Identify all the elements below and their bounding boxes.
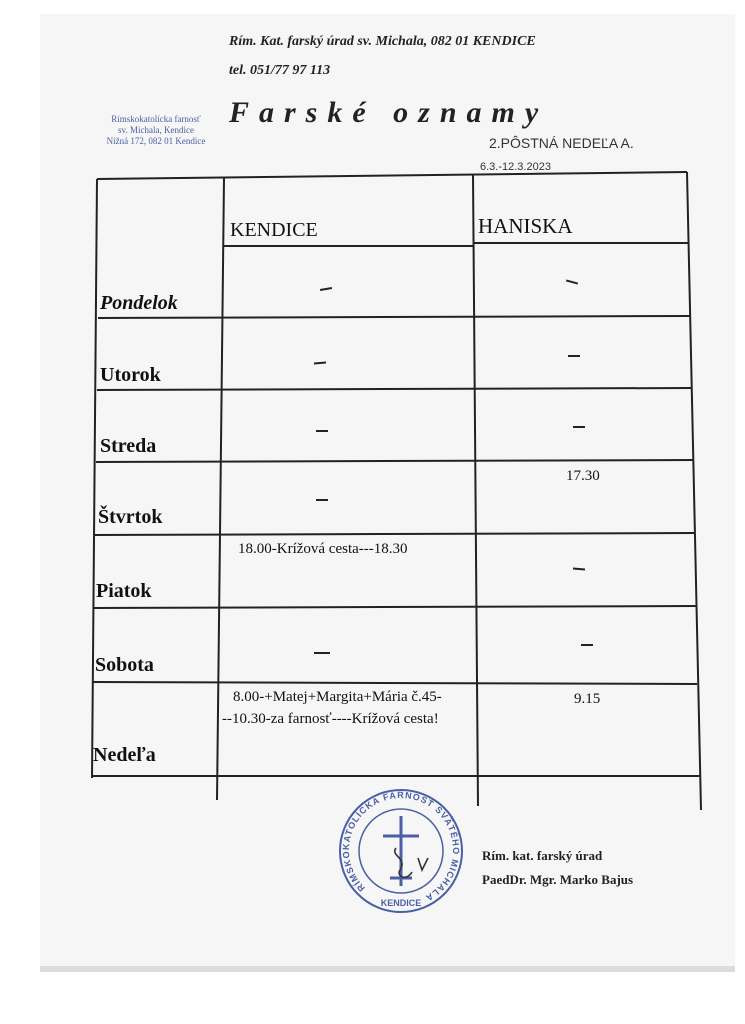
page-shadow	[40, 966, 735, 972]
seal-ring-text: RÍMSKOKATOLÍCKA FARNOSŤ SVÄTÉHO MICHALA	[340, 789, 462, 904]
stamp-line-2: sv. Michala, Kendice	[118, 125, 194, 135]
page-title: Farské oznamy	[229, 96, 549, 129]
day-label-saturday: Sobota	[95, 654, 154, 676]
office-phone: tel. 051/77 97 113	[229, 63, 331, 78]
kendice-sunday-schedule-line-2: --10.30-za farnosť----Krížová cesta!	[222, 711, 439, 727]
signature-office: Rím. kat. farský úrad	[482, 848, 603, 863]
column-header-haniska: HANISKA	[478, 214, 573, 238]
empty-cell-haniska-wednesday	[573, 426, 585, 428]
empty-cell-kendice-wednesday	[316, 430, 328, 432]
day-label-tuesday: Utorok	[100, 364, 161, 386]
liturgical-sunday: 2.PÔSTNÁ NEDEĽA A.	[489, 135, 634, 151]
date-range: 6.3.-12.3.2023	[480, 161, 551, 173]
empty-cell-haniska-tuesday	[568, 355, 580, 357]
office-address: Rím. Kat. farský úrad sv. Michala, 082 01 KENDICE	[229, 34, 536, 49]
haniska-thursday-time: 17.30	[566, 468, 600, 484]
day-label-thursday: Štvrtok	[98, 506, 163, 528]
day-label-monday: Pondelok	[100, 292, 178, 314]
seal-bottom-text: KENDICE	[380, 898, 422, 908]
kendice-sunday-schedule-line-1: 8.00-+Matej+Margita+Mária č.45-	[233, 689, 442, 705]
day-label-wednesday: Streda	[100, 435, 157, 457]
empty-cell-haniska-saturday	[581, 644, 593, 646]
kendice-friday-schedule: 18.00-Krížová cesta---18.30	[238, 541, 408, 557]
day-label-sunday: Nedeľa	[93, 744, 156, 766]
signature-name: PaedDr. Mgr. Marko Bajus	[482, 872, 634, 887]
day-label-friday: Piatok	[96, 580, 152, 602]
parish-address-stamp	[92, 114, 220, 147]
empty-cell-kendice-saturday	[314, 652, 330, 654]
parish-seal	[338, 786, 464, 916]
empty-cell-kendice-thursday	[316, 499, 328, 501]
stamp-line-1: Rímskokatolícka farnosť	[111, 114, 201, 124]
column-header-kendice: KENDICE	[230, 219, 318, 241]
stamp-line-3: Nižná 172, 082 01 Kendice	[106, 136, 206, 146]
haniska-sunday-time: 9.15	[574, 691, 601, 707]
